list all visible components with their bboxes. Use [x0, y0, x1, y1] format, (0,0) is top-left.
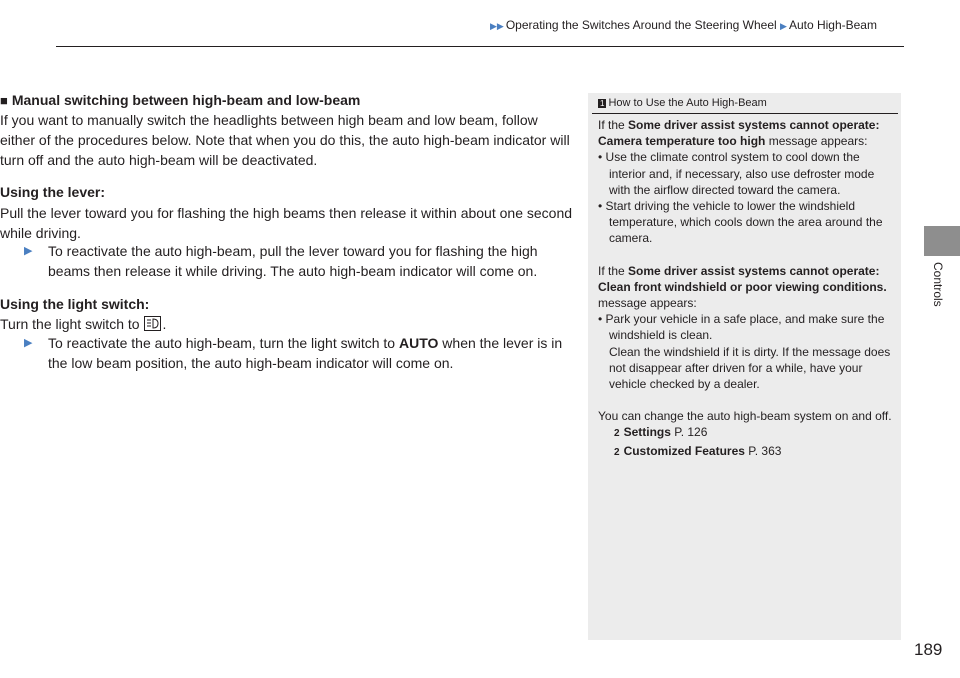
chapter-tab[interactable]: [924, 226, 960, 256]
note-paragraph: [598, 263, 893, 312]
side-note-divider: [592, 113, 898, 114]
switch-bullet-text: To reactivate the auto high-beam, turn the light switch to: [48, 335, 396, 351]
switch-paragraph: [0, 314, 575, 334]
note-text: If the: [598, 118, 625, 132]
page-number: 189: [914, 640, 943, 659]
auto-label: AUTO: [398, 335, 439, 351]
breadcrumb-arrow-icon: ▶▶: [490, 21, 504, 31]
note-bullet-text: Start driving the vehicle to lower the windshield temperature, which cools down the area around the camera.: [605, 199, 883, 246]
link-label: Customized Features: [623, 443, 745, 458]
side-note-title: [598, 97, 767, 109]
lever-paragraph: Pull the lever toward you for flashing the high beams then release it within about one second while driving.: [0, 205, 573, 241]
note-bullet-continued: Clean the windshield if it is dirty. If the message does not disappear after driven for a while, have your vehicle checked by a dealer.: [609, 344, 891, 392]
high-beam-icon: [144, 316, 161, 331]
side-note-title-text: How to Use the Auto High-Beam: [608, 97, 767, 109]
switch-subheading: Using the light switch:: [0, 296, 150, 312]
note-paragraph: [598, 117, 893, 149]
note-paragraph: You can change the auto high-beam system on and off.: [598, 409, 892, 424]
switch-bullet-text-end: when the lever is in the low beam position, the auto high-beam indicator will come on.: [48, 335, 563, 371]
intro-paragraph: If you want to manually switch the headlights between high beam and low beam, follow either of the procedures below. Note that when you do this, the auto high-beam indicator will turn off and the auto high-beam will be deactivated.: [0, 112, 570, 168]
breadcrumb-arrow-icon: ▶: [780, 21, 787, 31]
link-page: P. 126: [674, 425, 708, 440]
bullet-arrow-icon: ▶: [24, 337, 33, 349]
cross-reference-icon: 2: [614, 446, 620, 458]
note-bullet: • Park your vehicle in a safe place, and make sure the windshield is clean.: [598, 312, 885, 343]
breadcrumb-topic[interactable]: Auto High-Beam: [788, 18, 877, 32]
link-page: P. 363: [748, 443, 782, 458]
note-bullet-text: Park your vehicle in a safe place, and make sure the windshield is clean.: [605, 312, 885, 343]
chapter-tab-label: Controls: [931, 262, 945, 307]
lever-bullet-text: To reactivate the auto high-beam, pull the lever toward you for flashing the high beams then release it while driving. The auto high-beam indicator will come on.: [48, 243, 538, 279]
side-note-body: [598, 117, 893, 461]
link-label: Settings: [623, 425, 671, 440]
side-note-panel: [588, 93, 901, 640]
breadcrumb-section[interactable]: Operating the Switches Around the Steering Wheel: [505, 18, 777, 32]
cross-reference-icon: 2: [614, 428, 620, 440]
note-text: message appears:: [598, 296, 697, 311]
section-heading-text: Manual switching between high-beam and low-beam: [11, 92, 361, 108]
switch-text-end: .: [162, 316, 167, 332]
note-bullet: • Start driving the vehicle to lower the windshield temperature, which cools down the area around the camera.: [598, 199, 883, 246]
message-name: Some driver assist systems cannot operate: Camera temperature too high: [598, 118, 880, 149]
section-heading: [0, 92, 360, 108]
breadcrumb: [490, 18, 900, 32]
message-name: Some driver assist systems cannot operate: Clean front windshield or poor viewing conditions.: [598, 263, 887, 294]
note-text: message appears:: [768, 134, 868, 149]
note-marker-icon: 1: [600, 99, 605, 108]
lever-bullet: [24, 241, 574, 281]
customized-features-link[interactable]: [598, 443, 893, 461]
bullet-arrow-icon: ▶: [24, 245, 33, 257]
switch-bullet: [24, 333, 574, 373]
square-bullet-icon: ■: [0, 93, 8, 108]
lever-subheading: Using the lever:: [0, 184, 106, 200]
switch-text: Turn the light switch to: [0, 316, 140, 332]
settings-link[interactable]: [598, 424, 893, 442]
header-divider: [56, 46, 904, 47]
note-bullet: • Use the climate control system to cool down the interior and, if necessary, also use defroster mode with the airflow directed toward the camera.: [598, 150, 875, 197]
note-bullet-text: Use the climate control system to cool down the interior and, if necessary, also use defroster mode with the airflow directed toward the camera.: [605, 150, 875, 197]
note-text: If the: [598, 263, 625, 278]
